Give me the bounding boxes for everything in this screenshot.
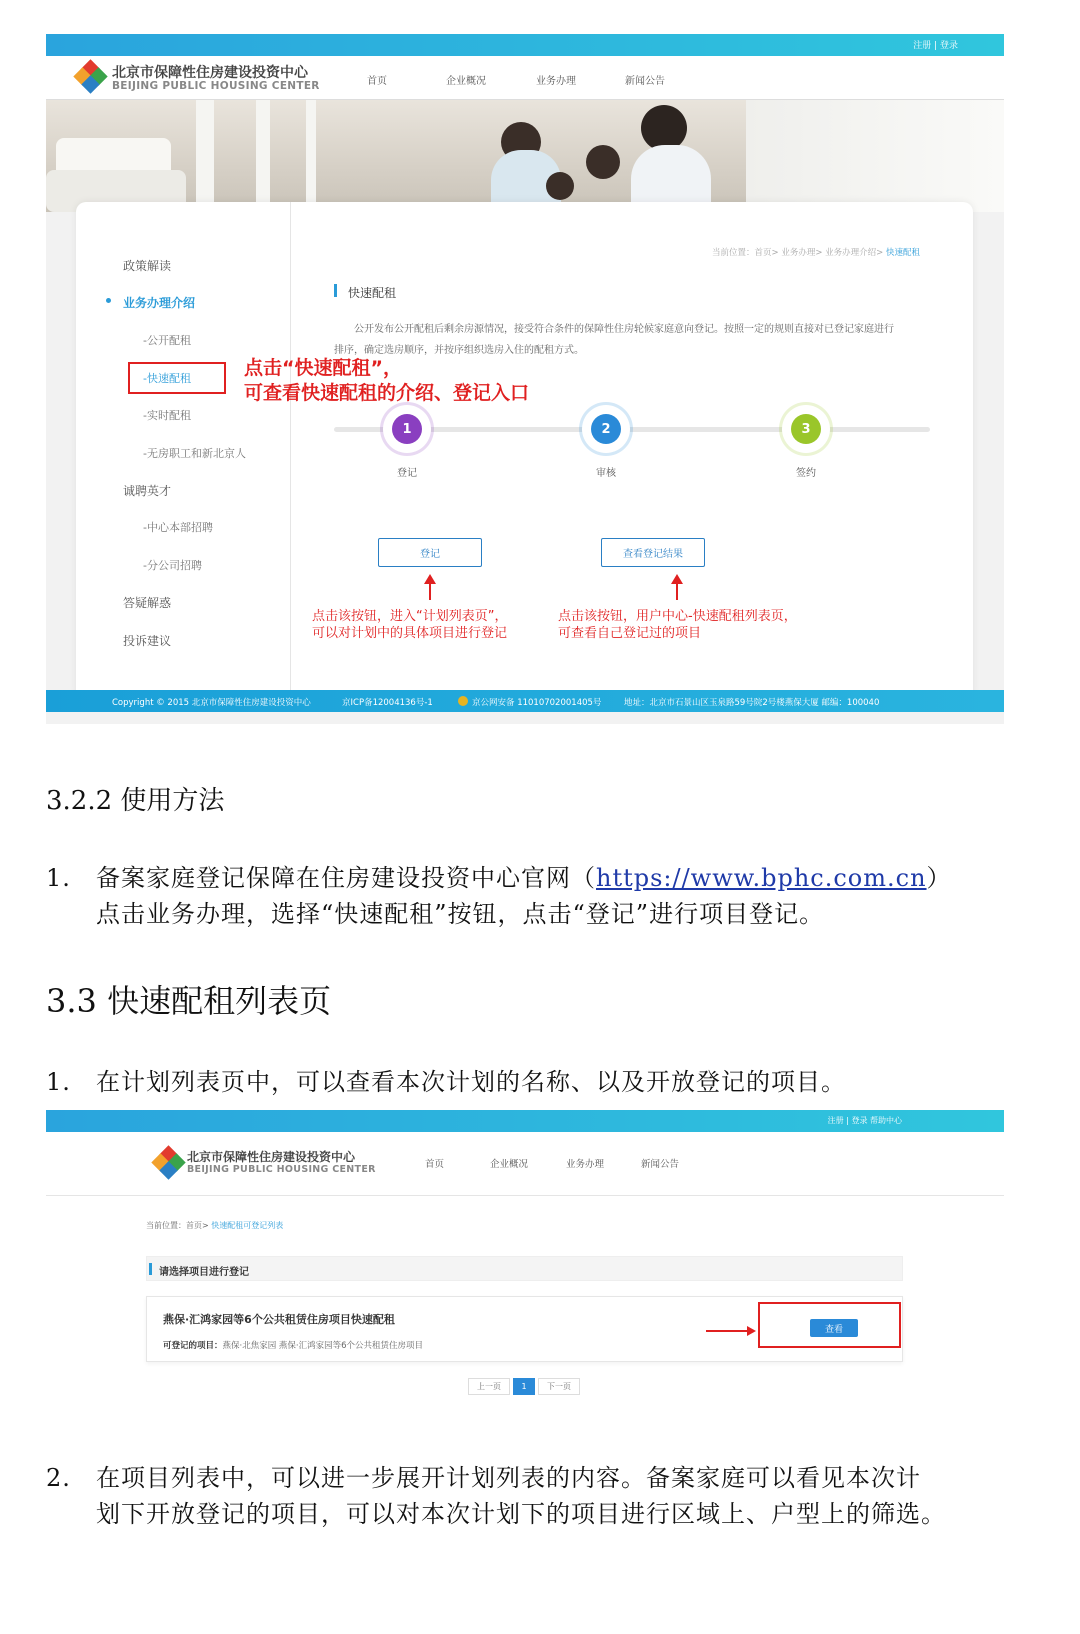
nav-news[interactable]: 新闻公告 xyxy=(641,1159,680,1170)
note-check-line2: 可查看自己登记过的项目 xyxy=(558,626,702,641)
paragraph-2: 在计划列表页中，可以查看本次计划的名称、以及开放登记的项目。 xyxy=(96,1068,846,1096)
logo-text-en: BEIJING PUBLIC HOUSING CENTER xyxy=(187,1164,376,1175)
step-number: 3 xyxy=(791,414,821,444)
footer-copyright: Copyright © 2015 北京市保障性住房建设投资中心 xyxy=(112,698,311,708)
list-number: 1. xyxy=(46,1068,71,1096)
footer-icp: 京ICP备12004136号-1 xyxy=(342,698,433,708)
sidebar-item-recruit[interactable]: 诚聘英才 xyxy=(123,484,172,498)
register-button[interactable]: 登记 xyxy=(378,538,482,567)
page-1-button[interactable]: 1 xyxy=(513,1378,535,1395)
logo-text-cn: 北京市保障性住房建设投资中心 xyxy=(112,65,308,81)
sidebar-item-branch-recruit[interactable]: -分公司招聘 xyxy=(143,559,202,572)
site-footer xyxy=(46,690,1004,712)
site-header xyxy=(46,56,1004,100)
arrow-up-icon xyxy=(429,576,431,600)
footer-address: 地址：北京市石景山区玉泉路59号院2号楼燕保大厦 邮编：100040 xyxy=(624,698,880,708)
section-marker xyxy=(334,284,337,297)
section-title: 请选择项目进行登记 xyxy=(159,1267,249,1278)
section-title: 快速配租 xyxy=(348,286,397,300)
sidebar-item-realtime-rent[interactable]: -实时配租 xyxy=(143,409,191,422)
section-marker xyxy=(149,1263,152,1275)
next-page-button[interactable]: 下一页 xyxy=(538,1378,580,1395)
sidebar-item-quick-rent[interactable]: -快速配租 xyxy=(143,372,191,385)
paragraph-3-line1: 在项目列表中，可以进一步展开计划列表的内容。备案家庭可以看见本次计 xyxy=(96,1464,921,1492)
nav-news[interactable]: 新闻公告 xyxy=(625,76,665,87)
top-links[interactable]: 注册 | 登录 xyxy=(913,41,958,51)
step-3-circle xyxy=(782,405,830,453)
sidebar-item-public-rent[interactable]: -公开配租 xyxy=(143,334,191,347)
nav-company[interactable]: 企业概况 xyxy=(490,1159,529,1170)
banner-image xyxy=(46,100,1004,212)
paragraph-1-line1: 备案家庭登记保障在住房建设投资中心官网（https://www.bphc.com.cn） xyxy=(96,864,952,892)
nav-business[interactable]: 业务办理 xyxy=(566,1159,605,1170)
logo-icon xyxy=(76,62,106,92)
nav-company[interactable]: 企业概况 xyxy=(446,76,486,87)
sidebar-item-complaint[interactable]: 投诉建议 xyxy=(123,634,172,648)
step-number: 2 xyxy=(591,414,621,444)
paragraph-3-line2: 划下开放登记的项目，可以对本次计划下的项目进行区域上、户型上的筛选。 xyxy=(96,1500,946,1528)
police-badge-icon xyxy=(458,696,468,706)
site-header xyxy=(46,1132,1004,1196)
note-register-line1: 点击该按钮，进入“计划列表页”， xyxy=(312,609,508,624)
logo-text-en: BEIJING PUBLIC HOUSING CENTER xyxy=(112,80,320,92)
heading-3-2-2: 3.2.2 使用方法 xyxy=(46,786,225,816)
nav-home[interactable]: 首页 xyxy=(367,76,387,87)
intro-line1: 公开发布公开配租后剩余房源情况，接受符合条件的保障性住房轮候家庭意向登记。按照一定的规则直接对已登记家庭进行 xyxy=(354,324,894,335)
nav-business[interactable]: 业务办理 xyxy=(536,76,576,87)
paragraph-1-line2: 点击业务办理，选择“快速配租”按钮，点击“登记”进行项目登记。 xyxy=(96,900,825,928)
check-result-button[interactable]: 查看登记结果 xyxy=(601,538,705,567)
heading-3-3: 3.3 快速配租列表页 xyxy=(46,982,332,1020)
breadcrumb: 当前位置：首页> 快速配租可登记列表 xyxy=(146,1221,284,1230)
sidebar-item-no-house[interactable]: -无房职工和新北京人 xyxy=(143,447,246,460)
annotation-main-line2: 可查看快速配租的介绍、登记入口 xyxy=(244,382,530,404)
bullet-icon xyxy=(106,298,111,303)
top-bar xyxy=(46,34,1004,56)
sidebar-item-hq-recruit[interactable]: -中心本部招聘 xyxy=(143,521,213,534)
sidebar-item-policy[interactable]: 政策解读 xyxy=(123,259,172,273)
annotation-main-line1: 点击“快速配租”， xyxy=(244,357,402,379)
note-register-line2: 可以对计划中的具体项目进行登记 xyxy=(312,626,508,641)
logo-text-cn: 北京市保障性住房建设投资中心 xyxy=(187,1150,356,1164)
arrow-right-icon xyxy=(706,1330,752,1332)
list-number: 2. xyxy=(46,1464,71,1492)
note-check-line1: 点击该按钮，用户中心-快速配租列表页， xyxy=(558,609,797,624)
step-3-label: 签约 xyxy=(796,468,816,479)
logo-icon xyxy=(154,1148,184,1178)
step-2-circle xyxy=(582,405,630,453)
breadcrumb: 当前位置：首页> 业务办理> 业务办理介绍> 快速配租 xyxy=(712,248,920,258)
screenshot-quick-rent-intro xyxy=(46,34,1004,724)
footer-police: 京公网安备 11010702001405号 xyxy=(472,698,602,708)
sidebar-item-business[interactable]: 业务办理介绍 xyxy=(123,296,196,310)
official-site-link[interactable]: https://www.bphc.com.cn xyxy=(596,864,927,892)
step-number: 1 xyxy=(392,414,422,444)
screenshot-plan-list xyxy=(46,1110,1004,1440)
view-button[interactable]: 查看 xyxy=(810,1319,858,1337)
nav-home[interactable]: 首页 xyxy=(425,1159,445,1170)
plan-projects: 可登记的项目：燕保·北焦家园 燕保·汇鸿家园等6个公共租赁住房项目 xyxy=(163,1341,424,1351)
top-links[interactable]: 注册 | 登录 帮助中心 xyxy=(827,1116,902,1125)
list-number: 1. xyxy=(46,864,71,892)
section-header xyxy=(146,1256,903,1281)
intro-line2: 排序，确定选房顺序，并按序组织选房入住的配租方式。 xyxy=(334,345,584,356)
prev-page-button[interactable]: 上一页 xyxy=(468,1378,510,1395)
step-2-label: 审核 xyxy=(596,468,616,479)
step-1-circle xyxy=(383,405,431,453)
content-panel xyxy=(76,202,973,702)
sidebar-item-faq[interactable]: 答疑解惑 xyxy=(123,596,172,610)
step-1-label: 登记 xyxy=(397,468,417,479)
sidebar xyxy=(76,202,291,702)
arrow-up-icon xyxy=(676,576,678,600)
plan-title: 燕保·汇鸿家园等6个公共租赁住房项目快速配租 xyxy=(163,1313,395,1326)
